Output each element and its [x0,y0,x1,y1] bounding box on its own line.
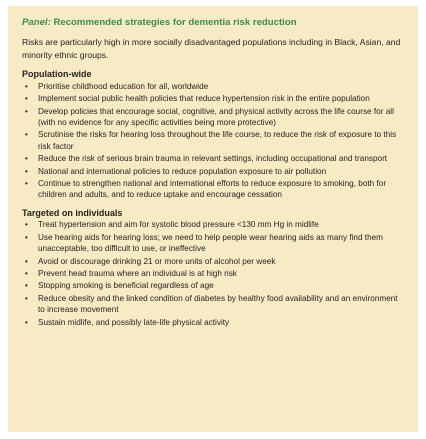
bullet-list [22,81,404,201]
list-item-text: Develop policies that encourage social, cognitive, and physical activity across the life course for all (with no evidence for any specific activities being more protective) [38,106,394,127]
list-item [22,81,404,92]
section-targeted-individuals [22,207,404,328]
list-item [22,106,404,129]
bullet-icon: • [25,154,28,164]
bullet-icon: • [25,81,28,91]
panel-title-lead: Panel: [22,17,51,28]
list-item [22,317,404,328]
list-item [22,280,404,291]
section-heading: Population-wide [22,69,92,80]
list-item [22,232,404,255]
list-item-text: Scrutinise the risks for hearing loss throughout the life course, to reduce the risk of exposure to this risk factor [38,130,397,151]
section-heading: Targeted on individuals [22,207,123,218]
list-item-text: National and international policies to reduce population exposure to air pollution [38,166,327,176]
list-item [22,93,404,104]
list-item-text: Sustain midlife, and possibly late-life physical activity [38,317,230,327]
list-item-text: Prevent head trauma where an individual is at high risk [38,269,237,279]
list-item-text: Implement social public health policies that reduce hypertension risk in the entire population [38,94,370,104]
bullet-icon: • [25,281,28,291]
bullet-icon: • [25,232,28,242]
list-item-text: Reduce the risk of serious brain trauma in relevant settings, including occupational and transport [38,154,388,164]
list-item-text: Reduce obesity and the linked condition of diabetes by healthy food availability and an environment to increase movement [38,293,398,315]
list-item-text: Prioritise childhood education for all, worldwide [38,81,209,91]
bullet-icon: • [25,269,28,279]
list-item [22,129,404,152]
bullet-list [22,219,404,328]
strategies-panel [8,6,418,432]
list-item-text: Stopping smoking is beneficial regardless of age [38,281,214,291]
list-item [22,293,404,316]
list-item [22,219,404,230]
list-item [22,256,404,267]
bullet-icon: • [25,293,28,303]
intro-text: Risks are particularly high in more socially disadvantaged populations including in Black, Asian, and minority ethnic groups. [22,37,401,60]
list-item-text: Use hearing aids for hearing loss; we need to help people wear hearing aids as many find them unacceptable, too difficult to use, or ineffective [38,232,383,254]
list-item-text: Continue to strengthen national and international efforts to reduce exposure to smoking, both for children and adults, and to reduce uptake and encourage cessation [38,179,387,200]
bullet-icon: • [25,256,28,266]
list-item [22,178,404,201]
section-population-wide [22,68,404,201]
bullet-icon: • [25,94,28,104]
bullet-icon: • [25,220,28,230]
list-item [22,268,404,279]
list-item-text: Avoid or discourage drinking 21 or more units of alcohol per week [38,256,276,266]
bullet-icon: • [25,130,28,140]
bullet-icon: • [25,166,28,176]
bullet-icon: • [25,317,28,327]
bullet-icon: • [25,179,28,189]
list-item [22,153,404,164]
list-item [22,166,404,177]
panel-title [22,16,404,29]
panel-title-text: Recommended strategies for dementia risk reduction [50,17,297,28]
list-item-text: Treat hypertension and aim for systolic blood pressure <130 mm Hg in midlife [38,220,319,230]
bullet-icon: • [25,106,28,116]
